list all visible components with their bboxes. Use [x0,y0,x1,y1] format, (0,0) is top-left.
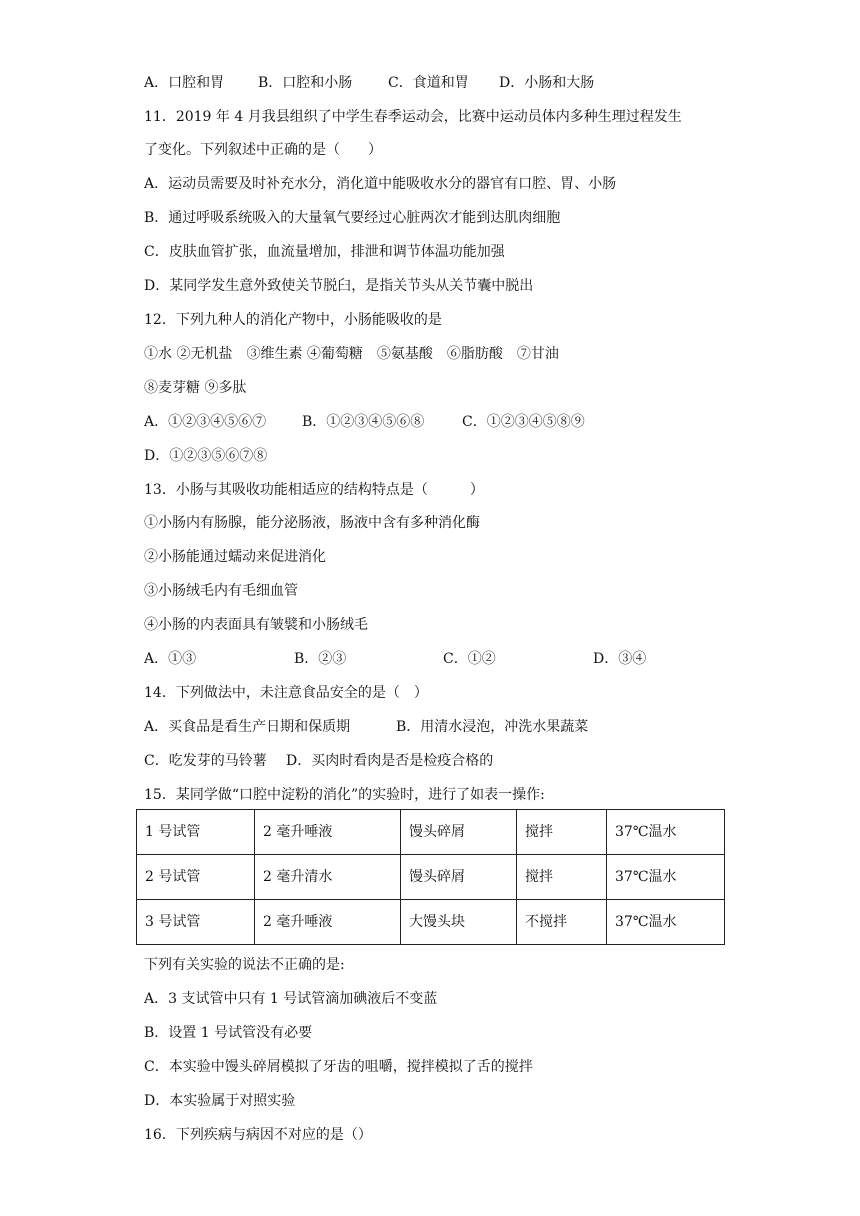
q13-statement-2: ②小肠能通过蠕动来促进消化 [144,549,326,565]
q13-stem: 13．小肠与其吸收功能相适应的结构特点是（ ） [144,482,484,498]
table-cell: 搅拌 [517,855,607,900]
table-cell: 搅拌 [517,810,607,855]
q13-option-b: B．②③ [294,651,347,667]
table-cell: 37℃温水 [607,810,725,855]
q15-stem: 15．某同学做“口腔中淀粉的消化”的实验时，进行了如表一操作: [144,787,545,803]
table-cell: 2 号试管 [137,855,255,900]
q13-option-a: A．①③ [144,651,197,667]
table-row [137,855,725,900]
q13-statement-1: ①小肠内有肠腺，能分泌肠液，肠液中含有多种消化酶 [144,515,480,531]
q14-option-a: A．买食品是看生产日期和保质期 [144,719,351,735]
q12-option-b: B．①②③④⑤⑥⑧ [302,414,425,430]
q11-stem-line2: 了变化。下列叙述中正确的是（ ） [144,142,382,158]
table-cell: 2 毫升唾液 [255,900,401,945]
q15-option-b: B．设置 1 号试管没有必要 [144,1025,313,1041]
q15-option-a: A．3 支试管中只有 1 号试管滴加碘液后不变蓝 [144,991,438,1007]
q11-option-b: B．通过呼吸系统吸入的大量氧气要经过心脏两次才能到达肌肉细胞 [144,210,561,226]
q15-experiment-table [136,809,725,945]
q15-option-c: C．本实验中馒头碎屑模拟了牙齿的咀嚼，搅拌模拟了舌的搅拌 [144,1059,533,1075]
table-row [137,810,725,855]
table-cell: 大馒头块 [401,900,517,945]
q14-stem: 14．下列做法中，未注意食品安全的是（ ） [144,685,428,701]
q11-option-d: D．某同学发生意外致使关节脱臼，是指关节头从关节囊中脱出 [144,278,534,294]
q14-option-b: B．用清水浸泡，冲洗水果蔬菜 [396,719,589,735]
q15-followup: 下列有关实验的说法不正确的是: [144,957,345,973]
q10-option-c: C．食道和胃 [388,75,469,91]
q13-statement-4: ④小肠的内表面具有皱襞和小肠绒毛 [144,617,368,633]
q11-stem-line1: 11．2019 年 4 月我县组织了中学生春季运动会，比赛中运动员体内多种生理过程发生 [144,109,682,125]
table-cell: 馒头碎屑 [401,810,517,855]
q10-option-d: D．小肠和大肠 [499,75,595,91]
table-cell: 37℃温水 [607,855,725,900]
table-cell: 2 毫升清水 [255,855,401,900]
table-cell: 3 号试管 [137,900,255,945]
q13-statement-3: ③小肠绒毛内有毛细血管 [144,583,298,599]
q12-items-line1: ①水 ②无机盐 ③维生素 ④葡萄糖 ⑤氨基酸 ⑥脂肪酸 ⑦甘油 [144,346,559,362]
q15-option-d: D．本实验属于对照实验 [144,1093,296,1109]
q10-option-a: A．口腔和胃 [144,75,225,91]
q12-option-a: A．①②③④⑤⑥⑦ [144,414,267,430]
q11-option-c: C．皮肤血管扩张，血流量增加，排泄和调节体温功能加强 [144,244,505,260]
q16-stem: 16．下列疾病与病因不对应的是（） [144,1127,372,1143]
q12-items-line2: ⑧麦芽糖 ⑨多肽 [144,380,247,396]
q14-option-d: D．买肉时看肉是否是检疫合格的 [286,753,494,769]
table-cell: 不搅拌 [517,900,607,945]
q13-option-c: C．①② [443,651,496,667]
table-row [137,900,725,945]
table-cell: 1 号试管 [137,810,255,855]
q14-option-c: C．吃发芽的马铃薯 [144,753,267,769]
q10-option-b: B．口腔和小肠 [258,75,353,91]
q13-option-d: D．③④ [593,651,647,667]
q12-option-c: C．①②③④⑤⑧⑨ [462,414,585,430]
table-cell: 馒头碎屑 [401,855,517,900]
q11-option-a: A．运动员需要及时补充水分，消化道中能吸收水分的器官有口腔、胃、小肠 [144,176,617,192]
table-cell: 37℃温水 [607,900,725,945]
table-cell: 2 毫升唾液 [255,810,401,855]
q12-option-d: D．①②③⑤⑥⑦⑧ [144,448,268,464]
q12-stem: 12．下列九种人的消化产物中，小肠能吸收的是 [144,312,442,328]
